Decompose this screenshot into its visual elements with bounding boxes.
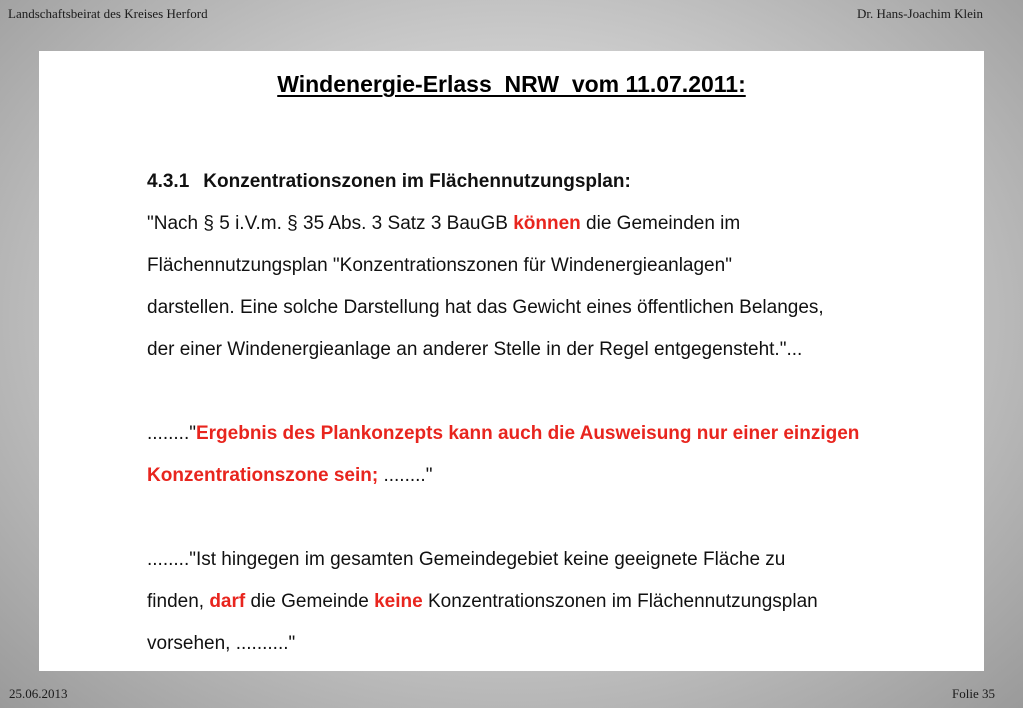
slide-content (147, 161, 947, 665)
highlight-konzentrationszone: Konzentrationszone sein; (147, 465, 379, 486)
highlight-ergebnis: Ergebnis des Plankonzepts kann auch die Ausweisung nur einer einzigen (195, 423, 860, 444)
slide-panel (39, 51, 984, 671)
paragraph3-line3: vorsehen, .........." (147, 633, 296, 654)
section-title: Konzentrationszonen im Flächennutzungsplan: (203, 171, 631, 192)
paragraph1-line2: Flächennutzungsplan "Konzentrationszonen für Windenergieanlagen" (147, 255, 732, 276)
highlight-koennen: können (513, 213, 581, 234)
header-author: Dr. Hans-Joachim Klein (856, 6, 983, 21)
text-segment: ........" (147, 423, 196, 444)
footer-date: 25.06.2013 (9, 686, 68, 701)
paragraph3-line1: ........"Ist hingegen im gesamten Gemeindegebiet keine geeignete Fläche zu (147, 549, 786, 570)
section-number: 4.3.1 (147, 171, 190, 192)
paragraph1-line3: darstellen. Eine solche Darstellung hat das Gewicht eines öffentlichen Belanges, (147, 297, 824, 318)
text-segment: ........" (378, 465, 433, 486)
text-segment: finden, (147, 591, 210, 612)
spacer (147, 371, 947, 413)
paragraph1-line1 (147, 203, 947, 245)
header-organization: Landschaftsbeirat des Kreises Herford (8, 6, 208, 21)
section-heading (147, 161, 947, 203)
text-segment: Konzentrationszonen im Flächennutzungsplan (422, 591, 818, 612)
spacer (147, 497, 947, 539)
paragraph1-line4: der einer Windenergieanlage an anderer Stelle in der Regel entgegensteht."... (147, 339, 803, 360)
slide-title: Windenergie-Erlass NRW vom 11.07.2011: (277, 71, 746, 97)
highlight-darf: darf (209, 591, 246, 612)
text-segment: die Gemeinden im (580, 213, 741, 234)
paragraph2-line1 (147, 413, 947, 455)
footer-slide-number: Folie 35 (952, 686, 995, 701)
text-segment: "Nach § 5 i.V.m. § 35 Abs. 3 Satz 3 BauGB (147, 213, 514, 234)
paragraph3-line2 (147, 581, 947, 623)
highlight-keine: keine (374, 591, 423, 612)
text-segment: die Gemeinde (245, 591, 375, 612)
paragraph2-line2 (147, 455, 947, 497)
